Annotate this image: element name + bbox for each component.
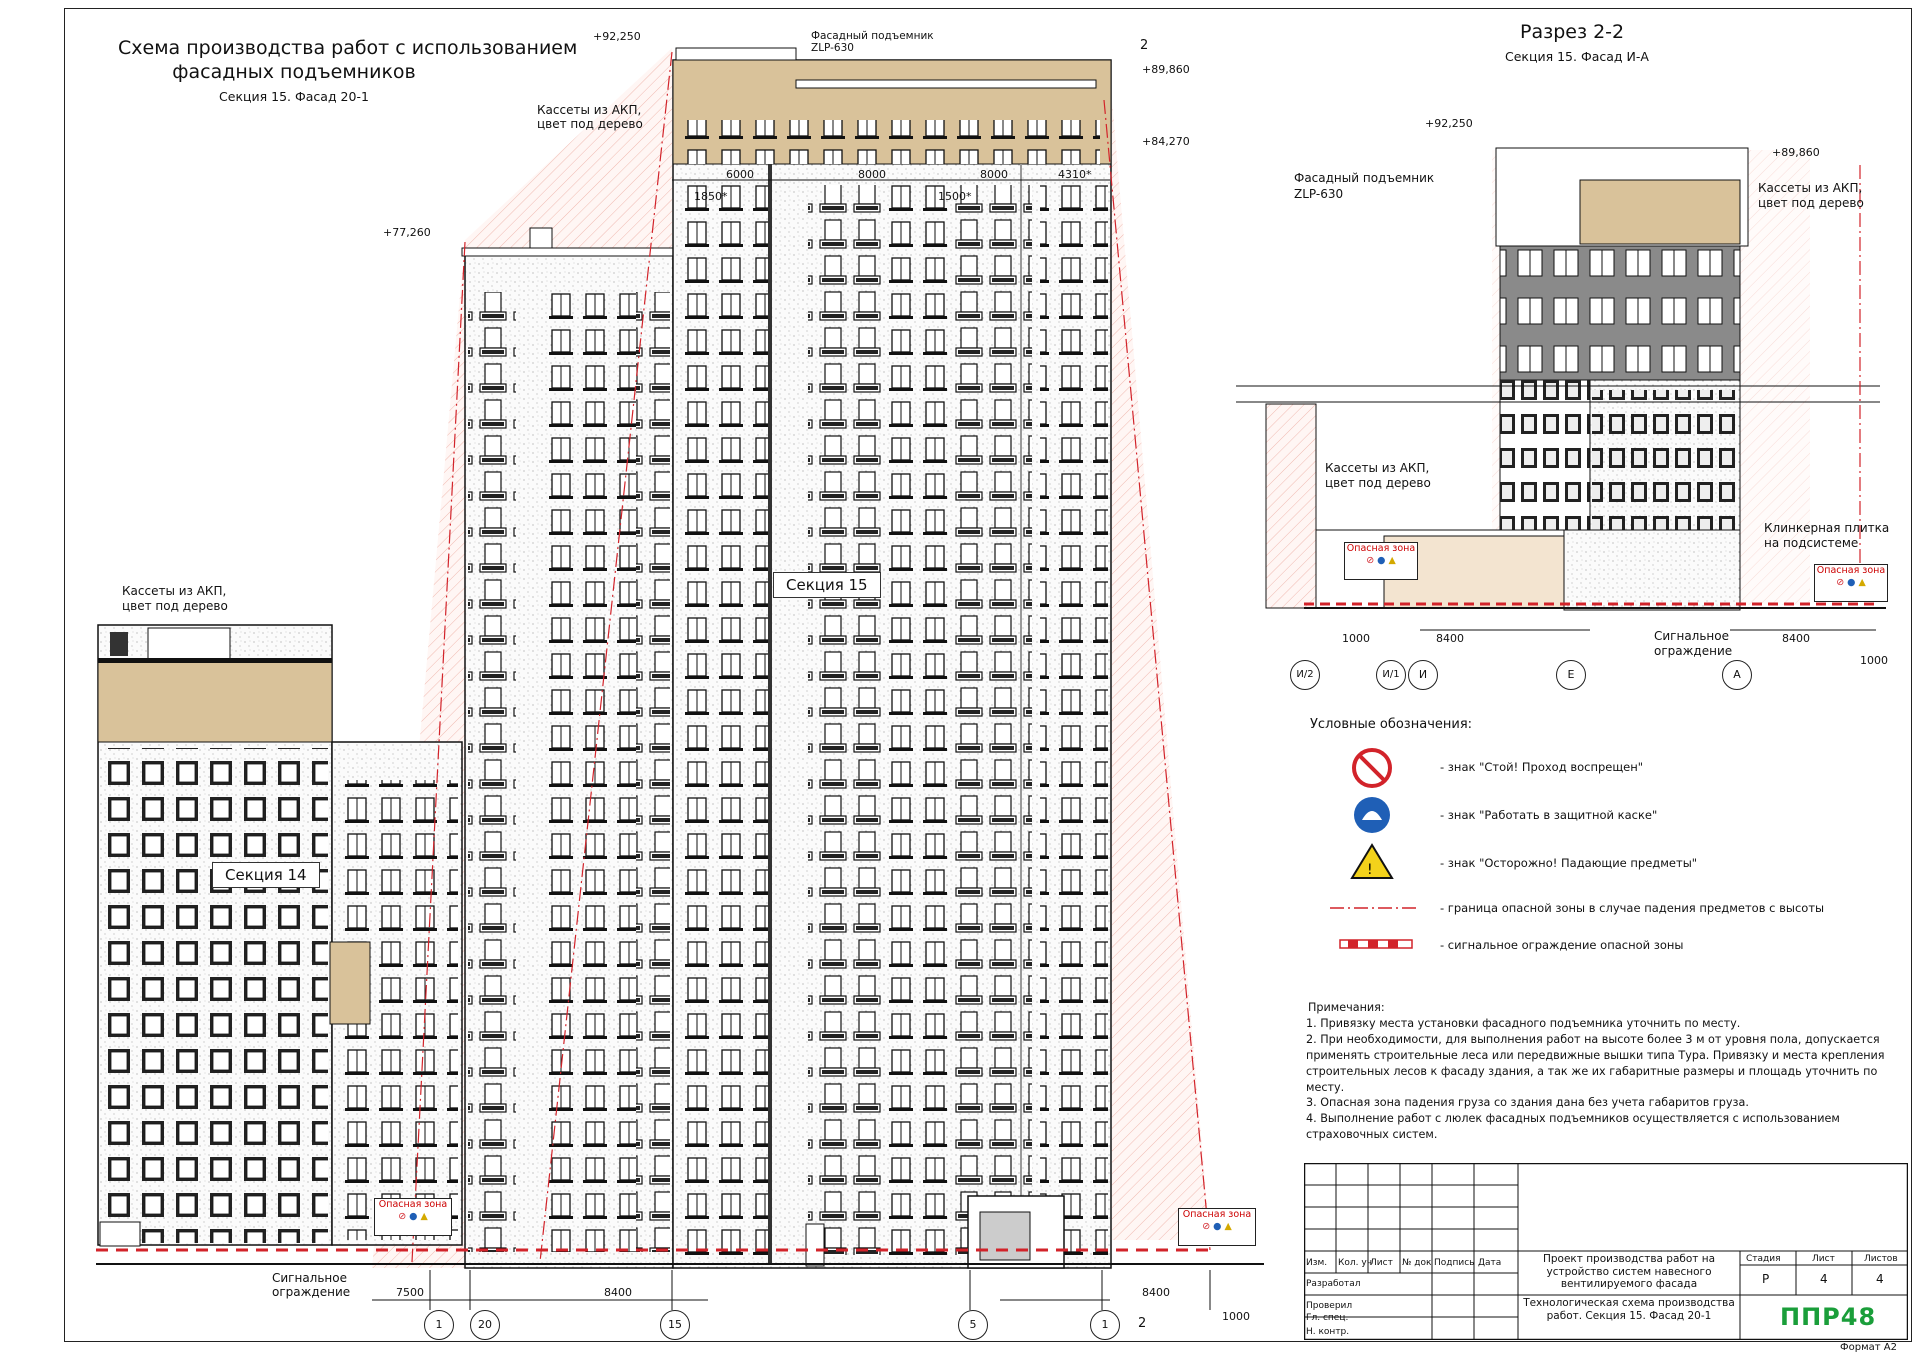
stamp-row-nkontr: Н. контр. (1306, 1327, 1350, 1337)
section-15-label: Секция 15 (773, 572, 881, 598)
legend-item-boundary: - граница опасной зоны в случае падения предметов с высоты (1440, 901, 1825, 915)
section-elev-89860: +89,860 (1772, 146, 1820, 159)
page-title-line1: Схема производства работ с использованием (118, 37, 578, 59)
section-elev-92250: +92,250 (1425, 117, 1473, 130)
dim-1500: 1500* (938, 190, 972, 203)
section-lift-label-2: ZLP-630 (1294, 187, 1344, 201)
note-4: 4. Выполнение работ с люлек фасадных подъемников осуществляется с использованием страховочных систем. (1306, 1112, 1840, 1142)
section-dim-1000-b: 1000 (1860, 654, 1888, 667)
danger-zone-text: Опасная зона (1816, 565, 1886, 576)
stamp-header-izm: Изм. (1306, 1258, 1328, 1268)
section-clinker-1: Клинкерная плитка (1764, 521, 1890, 535)
no-entry-sign-icon: ⊘ (398, 1211, 407, 1222)
dim-8400-b: 8400 (1142, 1286, 1170, 1299)
cut-mark-bottom: 2 (1138, 1316, 1147, 1331)
signal-fence-label-1: Сигнальное (272, 1271, 347, 1285)
section-title: Разрез 2-2 (1520, 21, 1625, 43)
note-2: 2. При необходимости, для выполнения работ на высоте более 3 м от уровня пола, допускается применять строительные леса или передвижные вышки типа Тура. Привязку и места крепления строительных лесов к фасаду здания, а так же их габаритные размеры и площадь уточнить по месту. (1306, 1032, 1885, 1094)
note-3: 3. Опасная зона падения груза со здания дана без учета габаритов груза. (1306, 1096, 1749, 1110)
section-axis-i2: И/2 (1290, 660, 1320, 690)
section-clinker-2: на подсистеме (1764, 536, 1859, 550)
danger-zone-text: Опасная зона (378, 1199, 448, 1210)
dim-8400-a: 8400 (604, 1286, 632, 1299)
legend-item-helmet: - знак "Работать в защитной каске" (1440, 808, 1658, 822)
axis-5: 5 (958, 1310, 988, 1340)
legend-title: Условные обозначения: (1310, 717, 1473, 732)
stamp-stage-value: Р (1762, 1272, 1770, 1286)
falling-objects-sign-icon: ▲ (1858, 577, 1866, 588)
company-logo: ППР48 (1780, 1303, 1877, 1331)
helmet-sign-icon: ● (1213, 1221, 1222, 1232)
stamp-row-prover: Проверил (1306, 1301, 1353, 1311)
danger-zone-text: Опасная зона (1346, 543, 1416, 554)
cassettes-label-top-1: Кассеты из АКП, (537, 103, 642, 117)
section-cassettes-2: цвет под дерево (1758, 196, 1864, 210)
axis-15: 15 (660, 1310, 690, 1340)
stamp-lists-header: Листов (1864, 1254, 1898, 1264)
dim-1850: 1850* (694, 190, 728, 203)
stamp-list-value: 4 (1820, 1272, 1828, 1286)
stamp-row-razrab: Разработал (1306, 1279, 1361, 1289)
format-label: Формат А2 (1840, 1342, 1897, 1353)
section-subtitle: Секция 15. Фасад И-А (1505, 49, 1649, 64)
stamp-header-kol: Кол. уч (1338, 1258, 1373, 1268)
legend-graphics (1330, 750, 1416, 948)
stamp-list-header: Лист (1812, 1254, 1835, 1264)
section-axis-i: И (1408, 660, 1438, 690)
dim-1000: 1000 (1222, 1310, 1250, 1323)
legend-item-fence: - сигнальное ограждение опасной зоны (1440, 938, 1684, 952)
cassettes-label-sec14-2: цвет под дерево (122, 599, 228, 613)
section-cassettes-b-1: Кассеты из АКП, (1325, 461, 1430, 475)
cassettes-label-top-2: цвет под дерево (537, 117, 643, 131)
page-subtitle: Секция 15. Фасад 20-1 (219, 89, 369, 104)
section-14-label: Секция 14 (212, 862, 320, 888)
no-entry-sign-icon: ⊘ (1366, 555, 1375, 566)
lift-label-1: Фасадный подъемник (811, 30, 934, 42)
elevation-77260: +77,260 (383, 226, 431, 239)
helmet-sign-icon: ● (409, 1211, 418, 1222)
section-axis-e: Е (1556, 660, 1586, 690)
note-1: 1. Привязку места установки фасадного подъемника уточнить по месту. (1306, 1016, 1741, 1030)
stamp-stage-header: Стадия (1746, 1254, 1781, 1264)
axis-1-right: 1 (1090, 1310, 1120, 1340)
elevation-92250: +92,250 (593, 30, 641, 43)
stamp-header-ndok: № док (1402, 1258, 1432, 1268)
danger-zone-hatch-right (1112, 100, 1210, 1240)
svg-text:!: ! (1367, 862, 1373, 878)
stamp-sheet-title: Технологическая схема производства работ. Секция 15. Фасад 20-1 (1523, 1297, 1735, 1322)
section-axis-i1: И/1 (1376, 660, 1406, 690)
section-15-left-tower (462, 228, 676, 1268)
dim-6000: 6000 (726, 168, 754, 181)
section-danger-tag-right (1814, 564, 1888, 602)
falling-objects-sign-icon: ▲ (420, 1211, 428, 1222)
lift-label-2: ZLP-630 (811, 42, 854, 54)
cut-mark-top: 2 (1140, 38, 1149, 53)
stamp-header-data: Дата (1478, 1258, 1502, 1268)
dim-7500: 7500 (396, 1286, 424, 1299)
helmet-sign-icon: ● (1377, 555, 1386, 566)
title-block (1304, 1163, 1908, 1340)
stamp-row-gl: Гл. спец. (1306, 1313, 1349, 1323)
section-cassettes-b-2: цвет под дерево (1325, 476, 1431, 490)
danger-zone-tag-left (374, 1198, 452, 1236)
elevation-89860: +89,860 (1142, 63, 1190, 76)
stamp-lists-value: 4 (1876, 1272, 1884, 1286)
section-dim-8400-b: 8400 (1782, 632, 1810, 645)
axis-1-left: 1 (424, 1310, 454, 1340)
stamp-project-title: Проект производства работ на устройство систем навесного вентилируемого фасада (1542, 1253, 1716, 1291)
section-lift-label-1: Фасадный подъемник (1294, 171, 1435, 185)
notes-block (1306, 1000, 1886, 1143)
section-15-main-tower (673, 48, 1111, 1268)
danger-signs (375, 1211, 451, 1222)
no-entry-sign-icon: ⊘ (1202, 1221, 1211, 1232)
elevation-84270: +84,270 (1142, 135, 1190, 148)
stamp-header-podp: Подпись (1434, 1258, 1475, 1268)
section-signal-1: Сигнальное (1654, 629, 1729, 643)
section-2-2-drawing (1236, 148, 1886, 630)
stamp-header-list: Лист (1370, 1258, 1393, 1268)
legend-item-falling: - знак "Осторожно! Падающие предметы" (1440, 856, 1698, 870)
page-title-line2: фасадных подъемников (172, 61, 416, 83)
axis-20: 20 (470, 1310, 500, 1340)
danger-zone-text: Опасная зона (1182, 1209, 1252, 1220)
cassettes-label-sec14-1: Кассеты из АКП, (122, 584, 227, 598)
legend-item-no-entry: - знак "Стой! Проход воспрещен" (1440, 760, 1644, 774)
no-entry-sign-icon: ⊘ (1836, 577, 1845, 588)
dim-8000-a: 8000 (858, 168, 886, 181)
section-14-building (98, 625, 462, 1246)
falling-objects-sign-icon: ▲ (1224, 1221, 1232, 1232)
dim-8000-b: 8000 (980, 168, 1008, 181)
danger-signs (1179, 1221, 1255, 1232)
falling-objects-sign-icon: ▲ (1388, 555, 1396, 566)
danger-signs (1815, 577, 1887, 588)
section-axis-a: А (1722, 660, 1752, 690)
signal-fence-label-2: ограждение (272, 1285, 351, 1299)
section-dim-8400-a: 8400 (1436, 632, 1464, 645)
section-signal-2: ограждение (1654, 644, 1733, 658)
dim-4310: 4310* (1058, 168, 1092, 181)
helmet-sign-icon: ● (1847, 577, 1856, 588)
danger-signs (1345, 555, 1417, 566)
section-dim-1000-a: 1000 (1342, 632, 1370, 645)
notes-title: Примечания: (1308, 1001, 1385, 1014)
danger-zone-tag-right (1178, 1208, 1256, 1246)
section-danger-tag-left (1344, 542, 1418, 580)
section-cassettes-1: Кассеты из АКП, (1758, 181, 1863, 195)
